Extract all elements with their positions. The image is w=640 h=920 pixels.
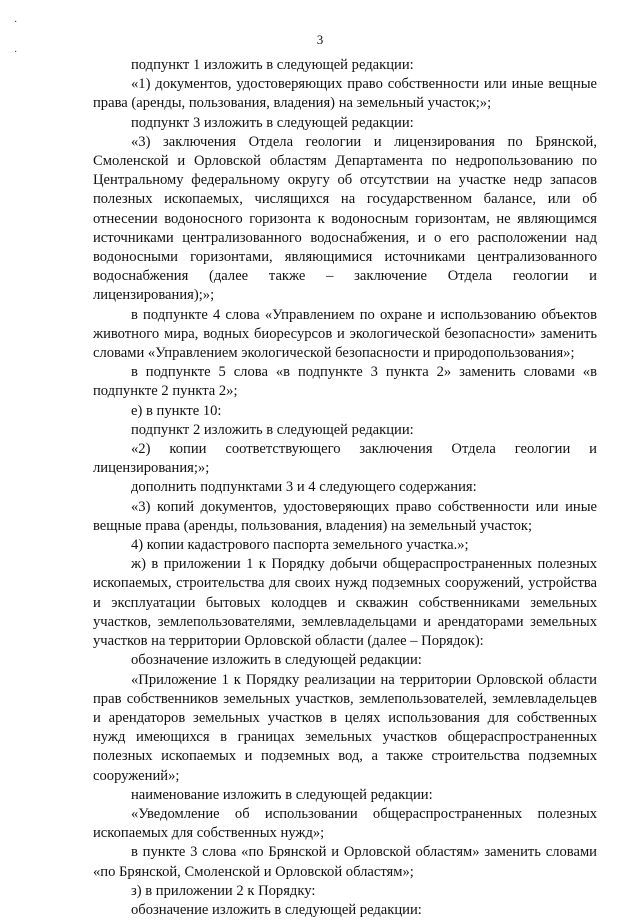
paragraph: «Приложение 1 к Порядку реализации на территории Орловской области прав собственников земельных участков, землепользователей, землевладельцев и арендаторов земельных участков в целях использования для собственных нужд имеющихся в границах земельных участков общераспространенных полезных ископаемых и подземных вод, а также строительства подземных сооружений»; [93,671,597,784]
paragraph: е) в пункте 10: [131,402,222,419]
paragraph: дополнить подпунктами 3 и 4 следующего содержания: [131,479,477,496]
paragraph: «3) заключения Отдела геологии и лицензирования по Брянской, Смоленской и Орловской областям Департамента по недропользованию по Центральному федеральному округу об отсутствии на участке недр запасов полезных ископаемых, числящихся на государственном балансе, или об отнесении водоносного горизонта к водоносным горизонтам, не являющимся источниками централизованного водоснабжения, и о его расположении над водоносными горизонтами, являющимися источниками централизованного водоснабжения (далее также – заключение Отдела геологии и лицензирования);»; [93,133,597,304]
paragraph: 4) копии кадастрового паспорта земельного участка.»; [131,537,469,554]
paragraph: в подпункте 4 слова «Управлением по охране и использованию объектов животного мира, водных биоресурсов и экологической безопасности» заменить словами «Управлением экологической безопасности и природопользования»; [93,306,597,362]
paragraph: «Уведомление об использовании общераспространенных полезных ископаемых для собственных нужд»; [93,805,597,842]
paragraph: в пункте 3 слова «по Брянской и Орловской областям» заменить словами «по Брянской, Смоленской и Орловской областям»; [93,844,597,880]
paragraph: «1) документов, удостоверяющих право собственности или иные вещные права (аренды, пользования, владения) на земельный участок;»; [93,76,597,112]
scan-mark-top: · [14,17,18,28]
paragraph: подпункт 1 изложить в следующей редакции: [131,57,414,73]
paragraph: обозначение изложить в следующей редакции: [131,901,422,918]
page-number: 3 [316,32,324,47]
paragraph: наименование изложить в следующей редакции: [131,786,433,803]
paragraph: з) в приложении 2 к Порядку: [131,882,316,899]
paragraph: подпункт 3 изложить в следующей редакции: [131,114,414,131]
paragraph: обозначение изложить в следующей редакции: [131,652,422,669]
paragraph: подпункт 2 изложить в следующей редакции: [131,421,414,438]
paragraph: «3) копий документов, удостоверяющих право собственности или иные вещные права (аренды, пользования, владения) на земельный участок; [93,498,597,534]
scan-mark-bottom: · [14,47,18,58]
paragraph: в подпункте 5 слова «в подпункте 3 пункта 2» заменить словами «в подпункте 2 пункта 2»; [93,364,597,400]
document-body [93,56,597,920]
paragraph: ж) в приложении 1 к Порядку добычи общераспространенных полезных ископаемых, строительства для своих нужд подземных сооружений, устройства и эксплуатации бытовых колодцев и скважин собственниками земельных участков, землепользователями, землевладельцами и арендаторами земельных участков на территории Орловской области (далее – Порядок): [93,556,597,650]
paragraph: «2) копии соответствующего заключения Отдела геологии и лицензирования;»; [93,441,597,477]
